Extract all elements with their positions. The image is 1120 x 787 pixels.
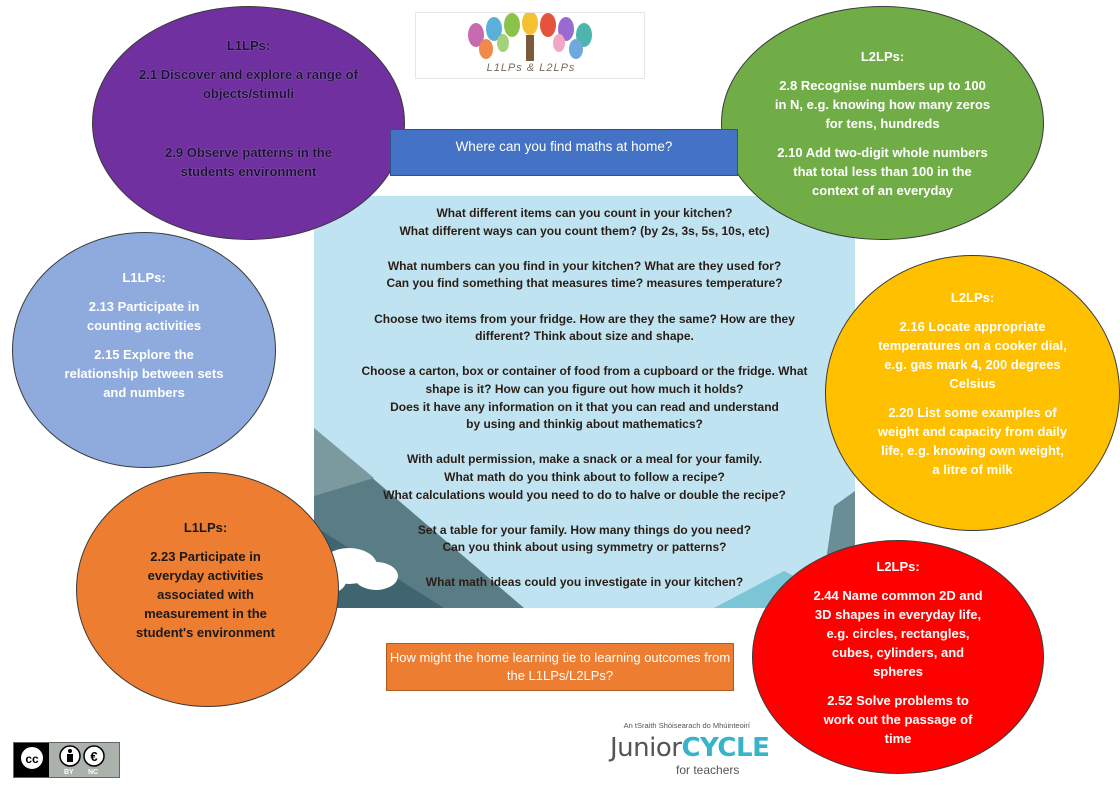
green-l2lps-bubble [721, 6, 1044, 240]
for-teachers-text: for teachers [676, 763, 740, 777]
question-line: shape is it? How can you figure out how much it holds? [425, 381, 744, 396]
question-line: Does it have any information on it that you can read and understand [390, 399, 779, 414]
question-line: What numbers can you find in your kitchen? What are they used for? [387, 258, 782, 273]
junior-text: Junior [610, 733, 682, 763]
cc-nc-label: NC [88, 769, 99, 776]
l1lps-l2lps-logo [415, 12, 645, 79]
bubble-heading: L2LPs: [876, 558, 920, 574]
bubble-heading: L1LPs: [183, 519, 228, 535]
question-line: different? Think about size and shape. [475, 329, 694, 344]
outcome-item: 2.10 Add two-digit whole numbers that total less than 100 in the context of an everyday [777, 144, 988, 198]
learning-outcomes-question-box: How might the home learning tie to learning outcomes from the L1LPs/L2LPs? [386, 643, 734, 691]
questions-panel [314, 196, 855, 608]
outcome-item: 2.13 Participate in counting activities [86, 299, 202, 333]
question-line: What different ways can you count them? (by 2s, 3s, 5s, 10s, etc) [399, 223, 770, 238]
question-line: Choose two items from your fridge. How are they the same? How are they [374, 311, 795, 326]
outcome-item: 2.8 Recognise numbers up to 100 in N, e.g. knowing how many zeros for tens, hundreds [774, 77, 991, 131]
red-l2lps-bubble [752, 540, 1044, 774]
question-line: by using and thinkig about mathematics? [466, 417, 703, 432]
question-line [314, 557, 855, 575]
bubble-heading: L2LPs: [950, 289, 995, 305]
outcome-item: 2.44 Name common 2D and 3D shapes in everyday life, e.g. circles, rectangles, cubes, cylinders, and spheres [813, 587, 983, 679]
where-maths-home-box: Where can you find maths at home? [390, 129, 738, 176]
bubble-heading: L1LPs: [122, 270, 166, 285]
yellow-l2lps-bubble [825, 255, 1120, 531]
outcome-item: 2.1 Discover and explore a range of objects/stimuli [139, 66, 358, 101]
question-line [314, 293, 855, 311]
question-line [314, 240, 855, 258]
outcome-item: 2.23 Participate in everyday activities associated with measurement in the student's environment [136, 548, 275, 640]
question-line: What different items can you count in your kitchen? [436, 206, 733, 220]
outcome-item: 2.20 List some examples of weight and capacity from daily life, e.g. knowing own weight, a litre of milk [877, 404, 1068, 477]
question-line [314, 434, 855, 452]
junior-cycle-logo [610, 733, 769, 763]
orange-l1lps-bubble [76, 472, 339, 707]
outcome-item: 2.52 Solve problems to work out the passage of time [823, 692, 973, 746]
svg-text:€: € [90, 749, 98, 764]
bubble-heading: L1LPs: [226, 37, 271, 53]
tree-logo-icon [416, 13, 646, 63]
cc-by-label: BY [64, 769, 74, 776]
question-line: What math ideas could you investigate in your kitchen? [425, 575, 744, 590]
purple-l1lps-bubble [92, 6, 405, 240]
outcome-item: 2.16 Locate appropriate temperatures on a cooker dial, e.g. gas mark 4, 200 degrees Celsius [878, 318, 1067, 391]
question-line: With adult permission, make a snack or a meal for your family. [406, 452, 763, 467]
question-line: What math do you think about to follow a recipe? [444, 469, 725, 484]
question-line: Choose a carton, box or container of food from a cupboard or the fridge. What [361, 364, 808, 379]
question-line: Can you think about using symmetry or patterns? [442, 540, 727, 555]
bubble-heading: L2LPs: [860, 48, 905, 64]
junior-cycle-irish-text: An tSraith Shóisearach do Mhúinteoirí [623, 721, 750, 730]
logo-text: L1LPs & L2LPs [486, 62, 576, 74]
outcome-item: 2.9 Observe patterns in the students environment [165, 144, 332, 179]
creative-commons-badge [13, 742, 120, 778]
blue-l1lps-bubble [12, 232, 276, 468]
question-line: Set a table for your family. How many things do you need? [417, 522, 752, 537]
question-line: What calculations would you need to do to halve or double the recipe? [383, 487, 786, 502]
question-line [314, 346, 855, 364]
svg-text:cc: cc [25, 752, 39, 766]
question-line [314, 504, 855, 522]
outcome-item: 2.15 Explore the relationship between sets and numbers [64, 347, 224, 400]
cycle-text: CYCLE [681, 733, 770, 763]
question-line: Can you find something that measures time? measures temperature? [386, 276, 783, 291]
questions-text [314, 196, 855, 592]
